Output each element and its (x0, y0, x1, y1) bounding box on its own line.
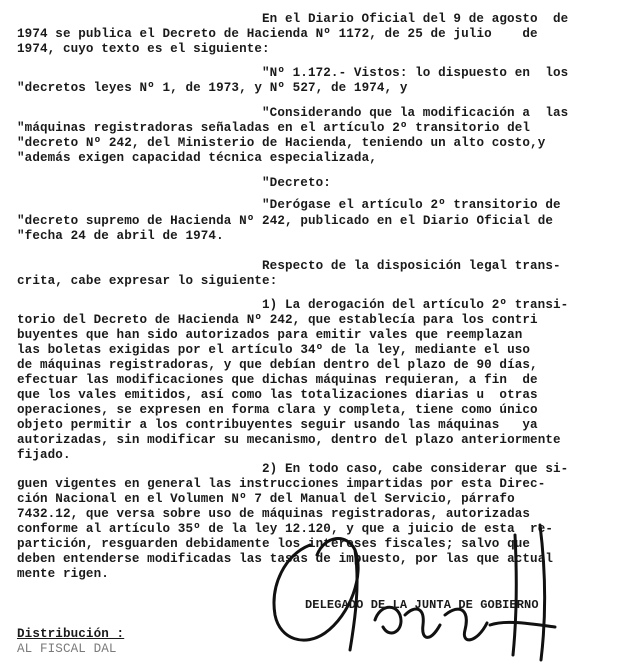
signature-title: DELEGADO DE LA JUNTA DE GOBIERNO (305, 598, 539, 612)
text-line: "decretos leyes Nº 1, de 1973, y Nº 527, de 1974, y (17, 81, 408, 95)
text-line: buyentes que han sido autorizados para emitir vales que reemplazan (17, 328, 523, 342)
text-line: "Decreto: (262, 176, 331, 190)
text-line: mente rigen. (17, 567, 109, 581)
text-line: "además exigen capacidad técnica especializada, (17, 151, 377, 165)
text-line: 1) La derogación del artículo 2º transi- (262, 298, 569, 312)
text-line: 2) En todo caso, cabe considerar que si- (262, 462, 569, 476)
text-line: ción Nacional en el Volumen Nº 7 del Manual del Servicio, párrafo (17, 492, 515, 506)
text-line: de máquinas registradoras, y que debían dentro del plazo de 90 días, (17, 358, 538, 372)
text-line: "Derógase el artículo 2º transitorio de (262, 198, 561, 212)
text-line: En el Diario Oficial del 9 de agosto de (262, 12, 569, 26)
text-line: "Considerando que la modificación a las (262, 106, 569, 120)
text-line: objeto permitir a los contribuyentes seguir usando las máquinas ya (17, 418, 538, 432)
text-line: 1974 se publica el Decreto de Hacienda Nº 1172, de 25 de julio de (17, 27, 538, 41)
text-line: que los vales emitidos, así como las totalizaciones diarias u otras (17, 388, 538, 402)
text-line: "Nº 1.172.- Vistos: lo dispuesto en los (262, 66, 569, 80)
text-line: efectuar las modificaciones que dichas máquinas requieran, a fin de (17, 373, 538, 387)
text-line: conforme al artículo 35º de la ley 12.120, y que a juicio de esta re- (17, 522, 554, 536)
text-line: 1974, cuyo texto es el siguiente: (17, 42, 270, 56)
text-line: deben entenderse modificadas las tasas de impuesto, por las que actual (17, 552, 554, 566)
text-line: "fecha 24 de abril de 1974. (17, 229, 224, 243)
text-line: "decreto supremo de Hacienda Nº 242, publicado en el Diario Oficial de (17, 214, 554, 228)
text-line: torio del Decreto de Hacienda Nº 242, que establecía para los contri (17, 313, 538, 327)
distribution-recipient: AL FISCAL DAL (17, 642, 117, 656)
text-line: guen vigentes en general las instrucciones impartidas por esta Direc- (17, 477, 546, 491)
text-line: "decreto Nº 242, del Ministerio de Hacienda, teniendo un alto costo,y (17, 136, 546, 150)
text-line: autorizadas, sin modificar su mecanismo, dentro del plazo anteriormente (17, 433, 561, 447)
text-line: 7432.12, que versa sobre uso de máquinas registradoras, autorizadas (17, 507, 531, 521)
text-line: las boletas exigidas por el artículo 34º de la ley, mediante el uso (17, 343, 531, 357)
handwritten-signature (255, 515, 600, 662)
text-line: crita, cabe expresar lo siguiente: (17, 274, 278, 288)
text-line: operaciones, se expresen en forma clara y completa, tiene como único (17, 403, 538, 417)
text-line: fijado. (17, 448, 71, 462)
text-line: partición, resguarden debidamente los intereses fiscales; salvo que (17, 537, 531, 551)
text-line: "máquinas registradoras señaladas en el artículo 2º transitorio del (17, 121, 531, 135)
text-line: Respecto de la disposición legal trans- (262, 259, 561, 273)
distribution-label: Distribución : (17, 627, 125, 641)
